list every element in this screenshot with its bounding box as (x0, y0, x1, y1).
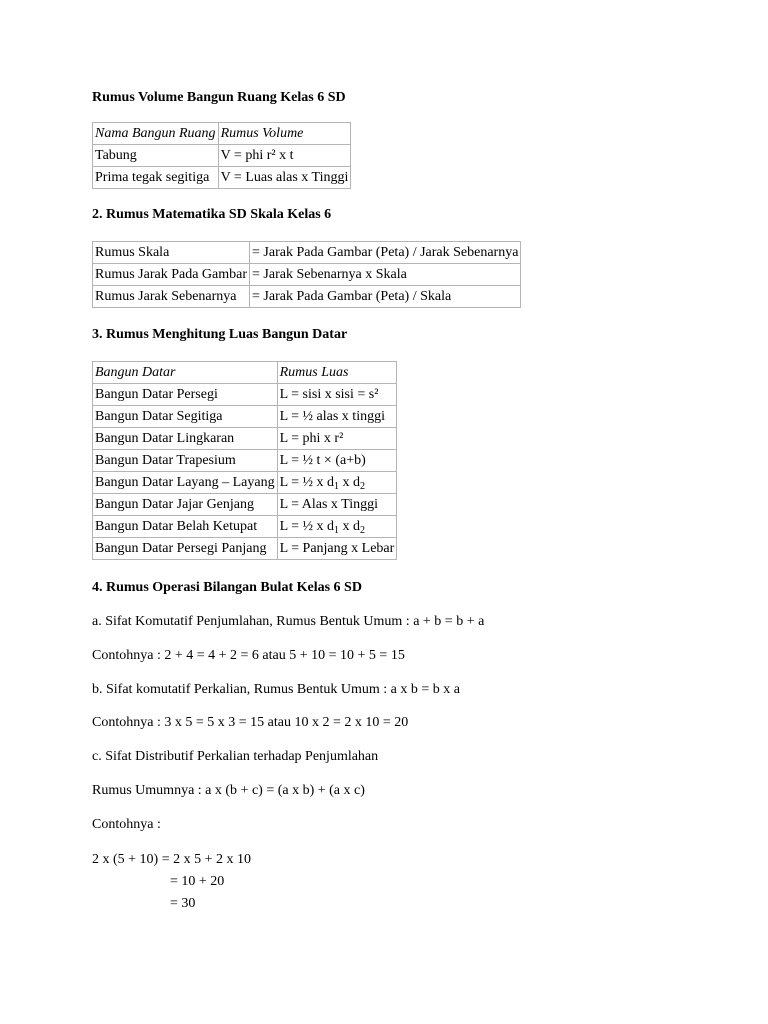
table-row (93, 538, 397, 560)
subscript: 1 (334, 481, 340, 492)
formula-text: L = ½ x d (279, 519, 335, 534)
table-cell: V = Luas alas x Tinggi (218, 167, 351, 189)
paragraph-distributif: c. Sifat Distributif Perkalian terhadap Penjumlahan (92, 749, 379, 764)
table-volume (92, 122, 351, 189)
paragraph-example: Contohnya : 3 x 5 = 5 x 3 = 15 atau 10 x 2 = 2 x 10 = 20 (92, 715, 409, 730)
table-cell: L = phi x r² (277, 428, 397, 450)
table-row (93, 167, 351, 189)
formula-text: x d (339, 475, 361, 490)
table-cell: L = ½ t × (a+b) (277, 450, 397, 472)
table-cell: Bangun Datar Trapesium (93, 450, 278, 472)
table-cell (277, 472, 397, 494)
table-cell: V = phi r² x t (218, 145, 351, 167)
paragraph-example: Contohnya : 2 + 4 = 4 + 2 = 6 atau 5 + 10 = 10 + 5 = 15 (92, 648, 405, 663)
paragraph-example-label: Contohnya : (92, 817, 161, 832)
table-cell: Rumus Jarak Sebenarnya (93, 286, 250, 308)
formula-text: x d (339, 519, 361, 534)
table-row (93, 494, 397, 516)
table-cell: L = ½ alas x tinggi (277, 406, 397, 428)
table-header-cell: Rumus Volume (218, 123, 351, 145)
table-cell: Rumus Jarak Pada Gambar (93, 264, 250, 286)
table-header-cell: Nama Bangun Ruang (93, 123, 219, 145)
table-row (93, 450, 397, 472)
table-header-row (93, 362, 397, 384)
subscript: 2 (360, 481, 366, 492)
table-header-cell: Rumus Luas (277, 362, 397, 384)
table-cell (277, 516, 397, 538)
table-cell: Tabung (93, 145, 219, 167)
table-cell: = Jarak Sebenarnya x Skala (250, 264, 521, 286)
table-cell: Rumus Skala (93, 242, 250, 264)
table-cell: Bangun Datar Belah Ketupat (93, 516, 278, 538)
table-cell: Bangun Datar Persegi (93, 384, 278, 406)
table-cell: Bangun Datar Segitiga (93, 406, 278, 428)
table-header-row (93, 123, 351, 145)
table-row (93, 145, 351, 167)
section-title-skala: 2. Rumus Matematika SD Skala Kelas 6 (92, 207, 332, 222)
formula-text: L = ½ x d (279, 475, 335, 490)
table-row (93, 516, 397, 538)
table-header-cell: Bangun Datar (93, 362, 278, 384)
table-cell: L = Panjang x Lebar (277, 538, 397, 560)
paragraph-komutatif-perkalian: b. Sifat komutatif Perkalian, Rumus Bentuk Umum : a x b = b x a (92, 682, 460, 697)
table-row (93, 264, 521, 286)
subscript: 1 (334, 525, 340, 536)
table-cell: Bangun Datar Layang – Layang (93, 472, 278, 494)
section-title-luas: 3. Rumus Menghitung Luas Bangun Datar (92, 327, 348, 342)
table-row (93, 384, 397, 406)
table-cell: = Jarak Pada Gambar (Peta) / Jarak Sebenarnya (250, 242, 521, 264)
table-cell: Prima tegak segitiga (93, 167, 219, 189)
table-cell: Bangun Datar Lingkaran (93, 428, 278, 450)
table-row (93, 242, 521, 264)
table-cell: = Jarak Pada Gambar (Peta) / Skala (250, 286, 521, 308)
table-cell: L = Alas x Tinggi (277, 494, 397, 516)
table-cell: L = sisi x sisi = s² (277, 384, 397, 406)
table-row (93, 472, 397, 494)
paragraph-formula: Rumus Umumnya : a x (b + c) = (a x b) + (a x c) (92, 783, 365, 798)
table-row (93, 406, 397, 428)
table-row (93, 286, 521, 308)
table-luas (92, 361, 397, 560)
subscript: 2 (360, 525, 366, 536)
table-cell: Bangun Datar Jajar Genjang (93, 494, 278, 516)
calculation-line: = 30 (170, 896, 196, 911)
table-skala (92, 241, 521, 308)
section-title-volume: Rumus Volume Bangun Ruang Kelas 6 SD (92, 90, 346, 105)
calculation-line: = 10 + 20 (170, 874, 225, 889)
table-row (93, 428, 397, 450)
table-cell: Bangun Datar Persegi Panjang (93, 538, 278, 560)
section-title-bilangan-bulat: 4. Rumus Operasi Bilangan Bulat Kelas 6 SD (92, 580, 362, 595)
paragraph-komutatif-penjumlahan: a. Sifat Komutatif Penjumlahan, Rumus Bentuk Umum : a + b = b + a (92, 614, 485, 629)
calculation-line: 2 x (5 + 10) = 2 x 5 + 2 x 10 (92, 852, 252, 867)
